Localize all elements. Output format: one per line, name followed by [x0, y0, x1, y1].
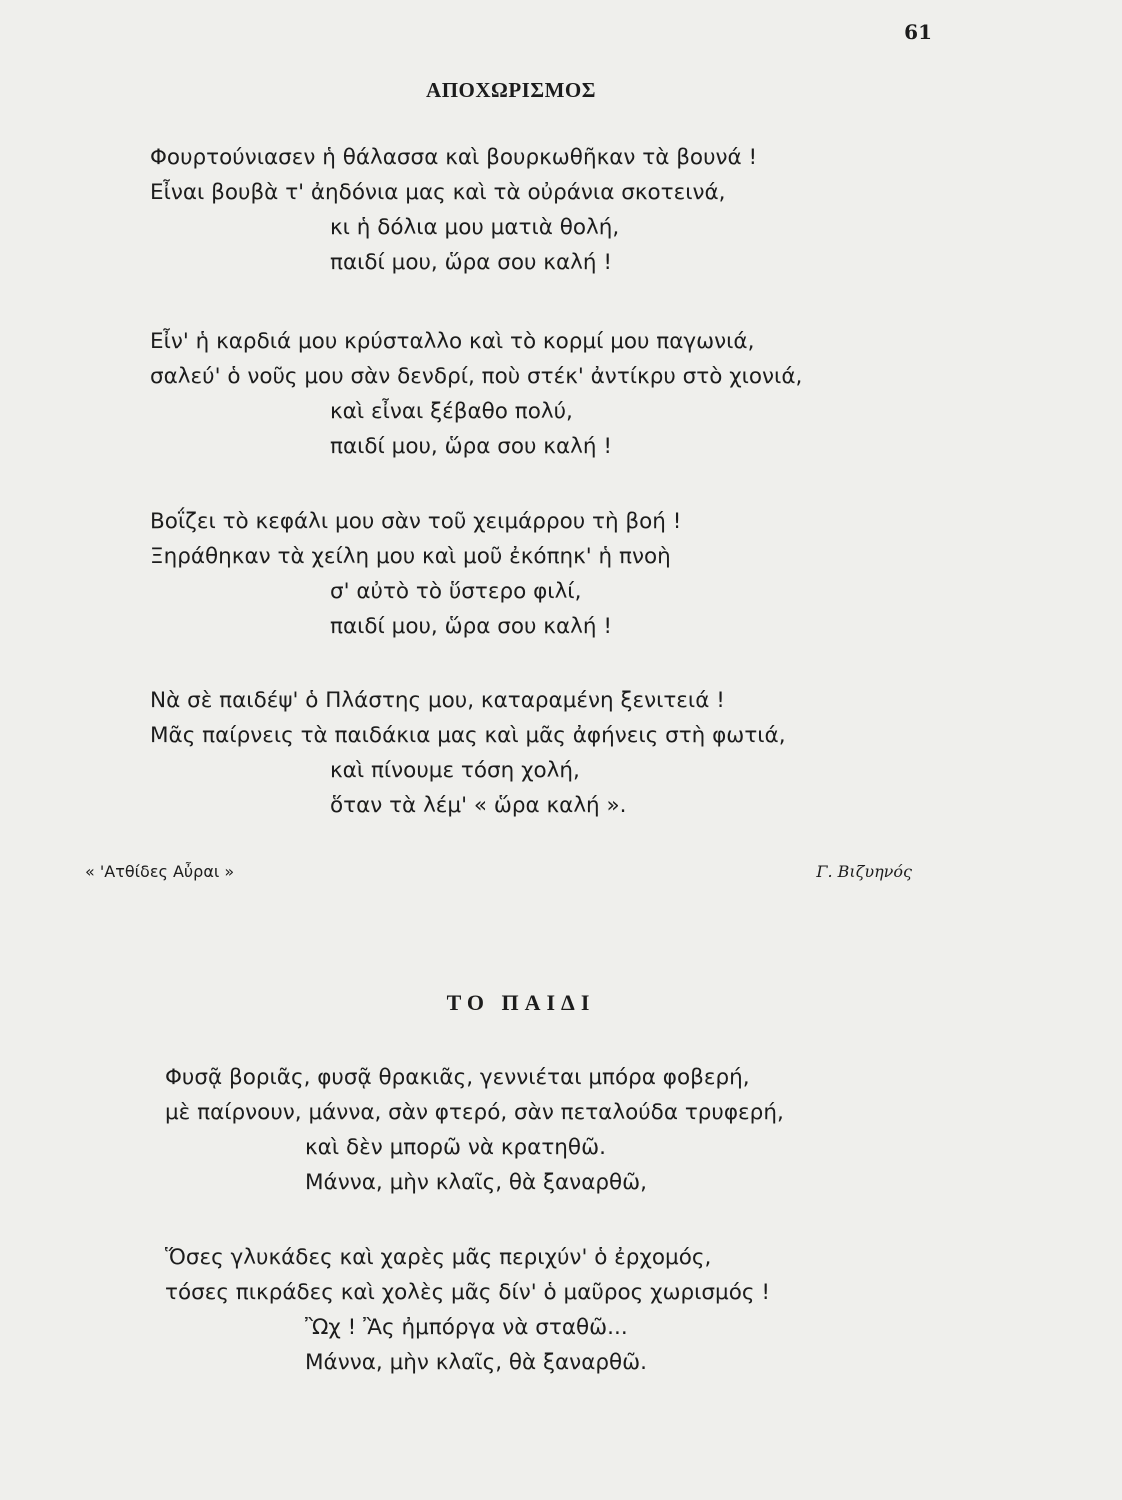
poem-line: παιδί μου, ὥρα σου καλή ! [330, 614, 612, 639]
page-number: 61 [904, 20, 932, 44]
poem-line: παιδί μου, ὥρα σου καλή ! [330, 434, 612, 459]
poem-line: ὅταν τὰ λέμ' « ὥρα καλή ». [330, 793, 627, 818]
poem-source: « 'Ατθίδες Αὖραι » [85, 862, 235, 881]
poem-line: Βοΐζει τὸ κεφάλι μου σὰν τοῦ χειμάρρου τὴ βοή ! [150, 509, 682, 534]
poem-line: Ξηράθηκαν τὰ χείλη μου καὶ μοῦ ἐκόπηκ' ἡ πνοὴ [150, 544, 671, 569]
poem-line: καὶ δὲν μπορῶ νὰ κρατηθῶ. [305, 1135, 606, 1160]
poem-line: καὶ πίνουμε τόση χολή, [330, 758, 580, 783]
poem-line: Εἶναι βουβὰ τ' ἀηδόνια μας καὶ τὰ οὐράνια σκοτεινά, [150, 180, 726, 205]
poem-line: Ὅσες γλυκάδες καὶ χαρὲς μᾶς περιχύν' ὁ ἐρχομός, [165, 1245, 712, 1270]
poem-line: μὲ παίρνουν, μάννα, σὰν φτερό, σὰν πεταλούδα τρυφερή, [165, 1100, 784, 1125]
poem-line: Φουρτούνιασεν ἡ θάλασσα καὶ βουρκωθῆκαν τὰ βουνά ! [150, 145, 758, 170]
poem-line: Μάννα, μὴν κλαῖς, θὰ ξαναρθῶ. [305, 1350, 648, 1375]
poem-line: τόσες πικράδες καὶ χολὲς μᾶς δίν' ὁ μαῦρος χωρισμός ! [165, 1280, 770, 1305]
poem-line: καὶ εἶναι ξέβαθο πολύ, [330, 399, 573, 424]
poem-line: Μάννα, μὴν κλαῖς, θὰ ξαναρθῶ, [305, 1170, 648, 1195]
poem-line: Φυσᾷ βοριᾶς, φυσᾷ θρακιᾶς, γεννιέται μπόρα φοβερή, [165, 1065, 750, 1090]
poem-title: ΤΟ ΠΑΙΔΙ [446, 990, 596, 1015]
poem-title: ΑΠΟΧΩΡΙΣΜΟΣ [426, 78, 596, 102]
poem-line: κι ἡ δόλια μου ματιὰ θολή, [330, 215, 620, 240]
poem-line: σαλεύ' ὁ νοῦς μου σὰν δενδρί, ποὺ στέκ' ἀντίκρυ στὸ χιονιά, [150, 364, 803, 389]
poem-line: Ὢχ ! Ἂς ἠμπόργα νὰ σταθῶ... [305, 1315, 628, 1340]
poem-line: παιδί μου, ὥρα σου καλή ! [330, 250, 612, 275]
poem-line: Νὰ σὲ παιδέψ' ὁ Πλάστης μου, καταραμένη ξενιτειά ! [150, 688, 725, 713]
poem-line: Μᾶς παίρνεις τὰ παιδάκια μας καὶ μᾶς ἀφήνεις στὴ φωτιά, [150, 723, 786, 748]
poem-author: Γ. Βιζυηνός [816, 862, 912, 881]
poem-line: Εἶν' ἡ καρδιά μου κρύσταλλο καὶ τὸ κορμί μου παγωνιά, [150, 329, 755, 354]
poem-line: σ' αὐτὸ τὸ ὕστερο φιλί, [330, 579, 582, 604]
